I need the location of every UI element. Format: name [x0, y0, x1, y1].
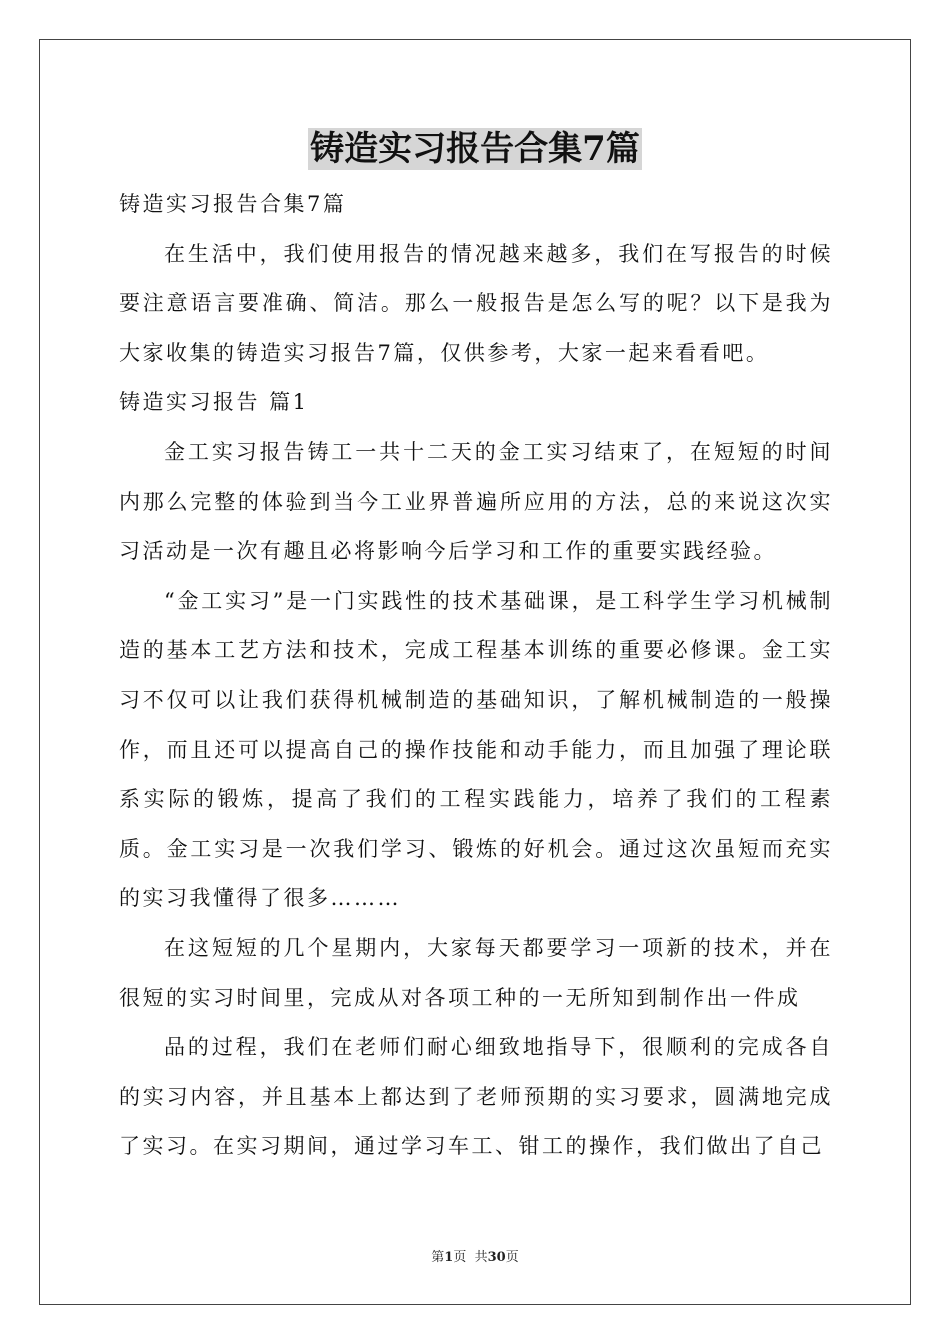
footer-prefix: 第	[431, 1250, 445, 1265]
document-body	[119, 180, 833, 1172]
page-footer	[0, 1246, 950, 1265]
intro-paragraph: 在生活中，我们使用报告的情况越来越多，我们在写报告的时候要注意语言要准确、简洁。那么一般报告是怎么写的呢？以下是我为大家收集的铸造实习报告7篇，仅供参考，大家一起来看看吧。	[119, 241, 833, 365]
paragraph-2: “金工实习”是一门实践性的技术基础课，是工科学生学习机械制造的基本工艺方法和技术，完成工程基本训练的重要必修课。金工实习不仅可以让我们获得机械制造的基础知识，了解机械制造的一般操作，而且还可以提高自己的操作技能和动手能力，而且加强了理论联系实际的锻炼，提高了我们的工程实践能力，培养了我们的工程素质。金工实习是一次我们学习、锻炼的好机会。通过这次虽短而充实的实习我懂得了很多………	[119, 588, 833, 911]
section-heading: 铸造实习报告 篇1	[119, 390, 309, 415]
paragraph-4: 品的过程，我们在老师们耐心细致地指导下，很顺利的完成各自的实习内容，并且基本上都达到了老师预期的实习要求，圆满地完成了实习。在实习期间，通过学习车工、钳工的操作，我们做出了自己	[119, 1035, 833, 1159]
footer-mid: 页 共	[453, 1250, 488, 1265]
footer-suffix: 页	[505, 1250, 519, 1265]
footer-total-pages: 30	[487, 1250, 506, 1265]
footer-page-number: 1	[444, 1250, 454, 1265]
paragraph-1: 金工实习报告铸工一共十二天的金工实习结束了，在短短的时间内那么完整的体验到当今工业界普遍所应用的方法，总的来说这次实习活动是一次有趣且必将影响今后学习和工作的重要实践经验。	[119, 439, 833, 564]
document-subtitle: 铸造实习报告合集7篇	[119, 192, 347, 216]
document-title: 铸造实习报告合集7篇	[310, 129, 640, 169]
title-wrap	[0, 128, 950, 170]
paragraph-3: 在这短短的几个星期内，大家每天都要学习一项新的技术，并在很短的实习时间里，完成从对各项工种的一无所知到制作出一件成	[119, 935, 833, 1010]
